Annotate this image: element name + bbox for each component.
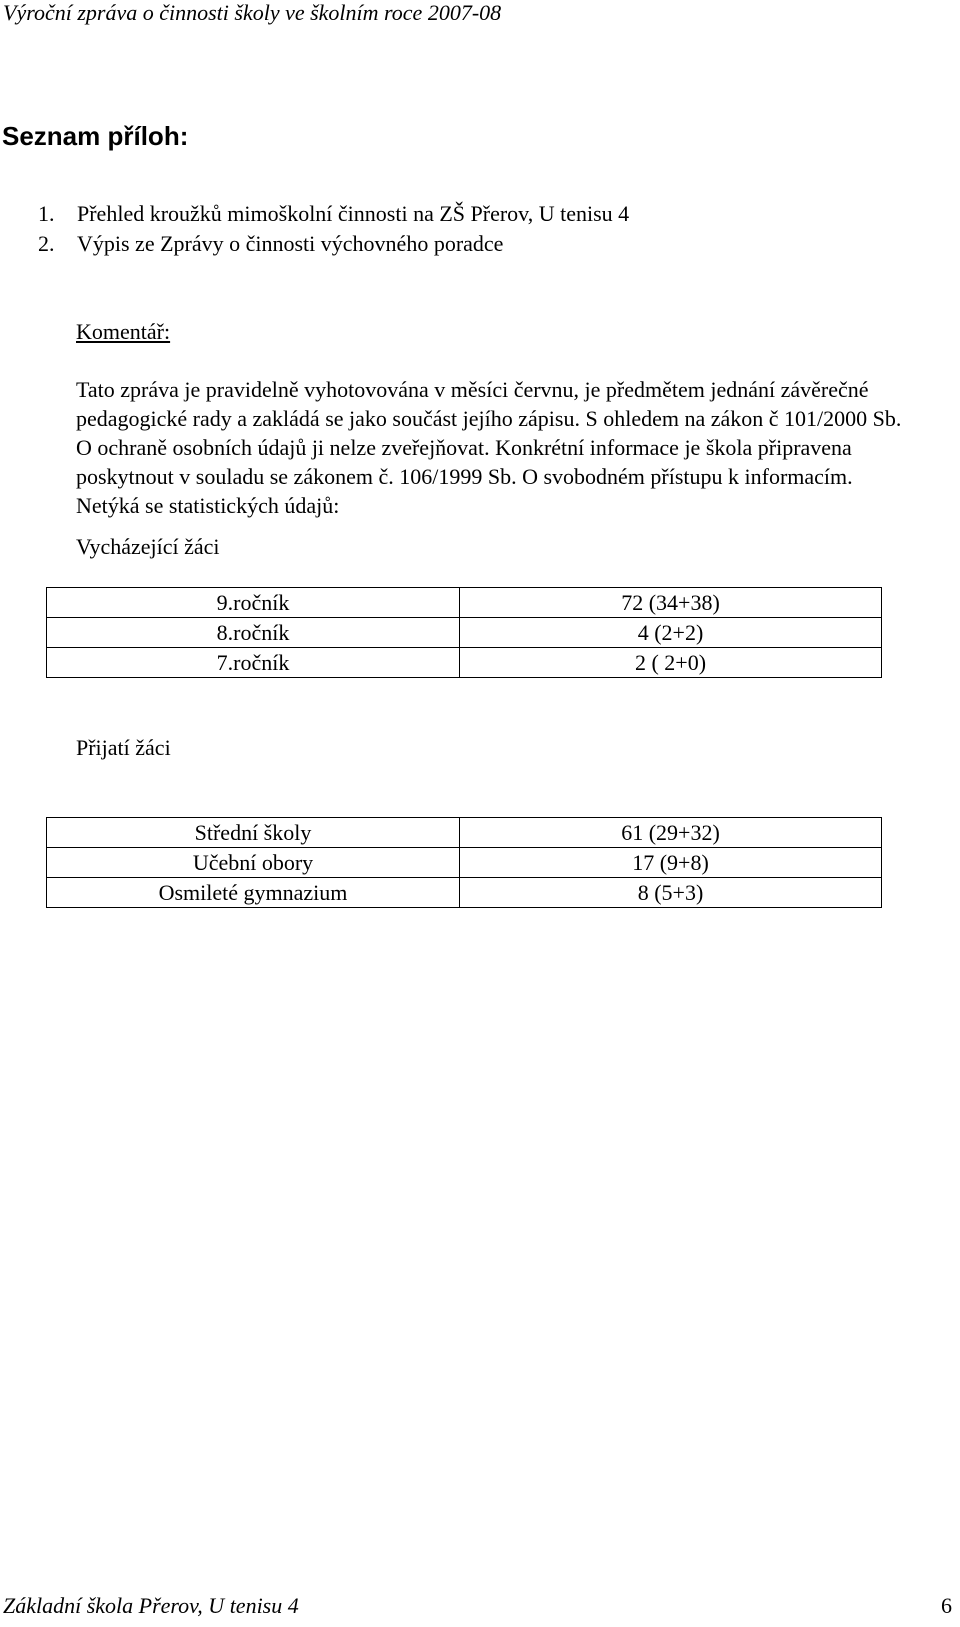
table-cell-label: 8.ročník	[47, 618, 460, 648]
list-item	[38, 229, 629, 259]
table-cell-label: Osmileté gymnazium	[47, 878, 460, 908]
table-row	[47, 648, 882, 678]
footer-page-number: 6	[941, 1593, 952, 1618]
list-item-number: 1.	[38, 201, 55, 226]
admitted-students-caption: Přijatí žáci	[76, 735, 171, 760]
comment-label: Komentář:	[76, 319, 171, 344]
table-cell-label: Střední školy	[47, 818, 460, 848]
table-row	[47, 588, 882, 618]
attachments-list	[38, 199, 629, 259]
table-row	[47, 618, 882, 648]
table-cell-value: 61 (29+32)	[460, 818, 882, 848]
table-row	[47, 878, 882, 908]
leaving-students-table	[46, 587, 882, 678]
comment-paragraph: Tato zpráva je pravidelně vyhotovována v měsíci červnu, je předmětem jednání závěrečné pedagogické rady a zakládá se jako součást jejího zápisu. S ohledem na zákon č 101/2000 Sb. O ochraně osobních údajů ji nelze zveřejňovat. Konkrétní informace je škola připravena poskytnout v souladu se zákonem č. 106/1999 Sb. O svobodném přístupu k informacím. Netýká se statistických údajů:	[76, 377, 902, 518]
table-row	[47, 818, 882, 848]
list-item-number: 2.	[38, 231, 55, 256]
list-item-text: Přehled kroužků mimoškolní činnosti na ZŠ Přerov, U tenisu 4	[77, 201, 630, 226]
attachments-title: Seznam příloh:	[2, 121, 189, 151]
table-cell-value: 2 ( 2+0)	[460, 648, 882, 678]
table-cell-value: 8 (5+3)	[460, 878, 882, 908]
list-item	[38, 199, 629, 229]
table-row	[47, 848, 882, 878]
table-cell-label: 9.ročník	[47, 588, 460, 618]
page-header: Výroční zpráva o činnosti školy ve školním roce 2007-08	[3, 0, 502, 25]
footer-school-name: Základní škola Přerov, U tenisu 4	[3, 1593, 299, 1618]
table-cell-value: 4 (2+2)	[460, 618, 882, 648]
table-cell-value: 17 (9+8)	[460, 848, 882, 878]
table-cell-label: Učební obory	[47, 848, 460, 878]
list-item-text: Výpis ze Zprávy o činnosti výchovného poradce	[77, 231, 504, 256]
table-cell-label: 7.ročník	[47, 648, 460, 678]
leaving-students-caption: Vycházející žáci	[76, 534, 220, 559]
admitted-students-table	[46, 817, 882, 908]
table-cell-value: 72 (34+38)	[460, 588, 882, 618]
